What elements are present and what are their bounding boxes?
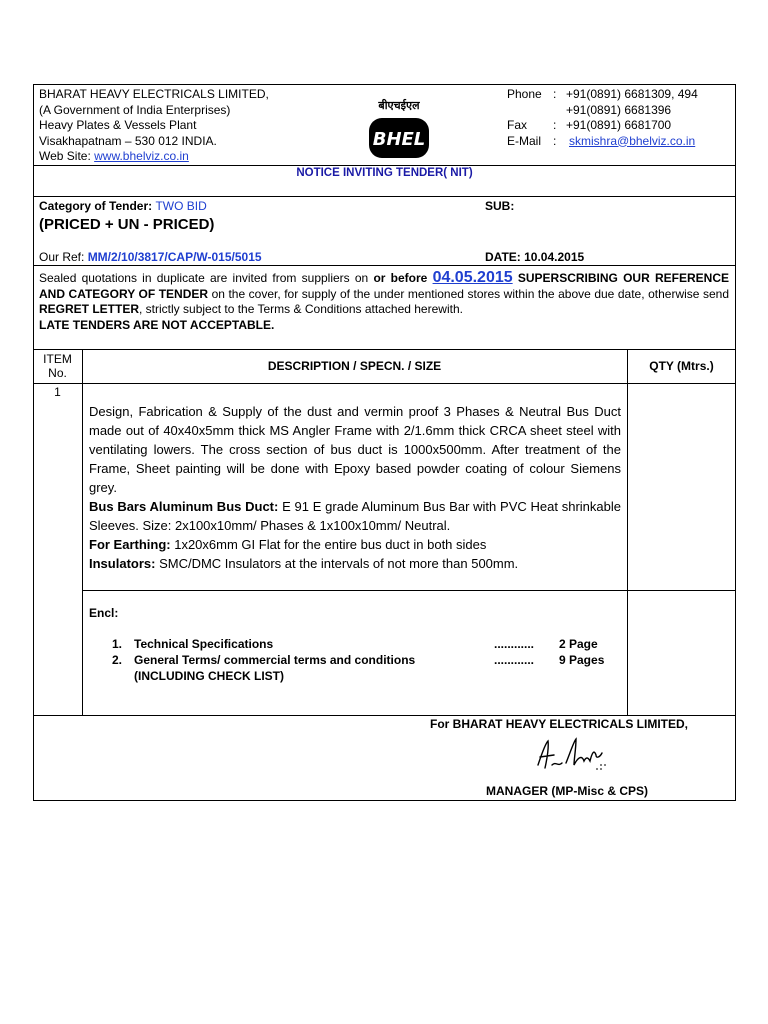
notice-paragraph bbox=[39, 270, 729, 333]
earthing-text: 1x20x6mm GI Flat for the entire bus duct in both sides bbox=[170, 537, 487, 552]
email-link[interactable]: skmishra@bhelviz.co.in bbox=[569, 133, 696, 148]
priced-label: (PRICED + UN - PRICED) bbox=[39, 216, 215, 233]
late-tenders: LATE TENDERS ARE NOT ACCEPTABLE. bbox=[39, 317, 275, 332]
category-value: TWO BID bbox=[155, 199, 207, 213]
divider bbox=[33, 715, 736, 716]
ref-value: MM/2/10/3817/CAP/W-015/5015 bbox=[87, 250, 262, 264]
notice-text: on the cover, for supply of the under mentioned stores within the above due date, otherwise send bbox=[208, 286, 729, 301]
superscribing: SUPERSCRIBING OUR bbox=[517, 271, 650, 285]
column-divider bbox=[627, 349, 628, 715]
encl-note: (INCLUDING CHECK LIST) bbox=[134, 669, 284, 683]
encl-dots: ............ bbox=[494, 653, 535, 667]
divider bbox=[33, 349, 736, 350]
col-item-header bbox=[33, 352, 82, 380]
website-link[interactable]: www.bhelviz.co.in bbox=[94, 149, 189, 163]
unit-name: Heavy Plates & Vessels Plant bbox=[39, 118, 197, 132]
col-desc-header: DESCRIPTION / SPECN. / SIZE bbox=[267, 359, 442, 373]
phone-1: +91(0891) 6681309, 494 bbox=[566, 87, 698, 101]
designation: MANAGER (MP-Misc & CPS) bbox=[486, 784, 649, 798]
our-ref bbox=[39, 249, 262, 265]
website bbox=[39, 149, 189, 165]
encl-text: Technical Specifications bbox=[134, 637, 274, 651]
col-qty-header: QTY (Mtrs.) bbox=[649, 359, 714, 373]
logo-text: BHEL bbox=[372, 129, 426, 150]
col-no: No. bbox=[48, 366, 67, 380]
address: Visakhapatnam – 530 012 INDIA. bbox=[39, 133, 217, 148]
colon: : bbox=[553, 118, 557, 132]
divider bbox=[82, 590, 736, 591]
company-name: BHARAT HEAVY ELECTRICALS LIMITED, bbox=[39, 87, 269, 101]
column-divider bbox=[82, 349, 83, 715]
govt-line: (A Government of India Enterprises) bbox=[39, 102, 231, 117]
busbar-label: Bus Bars Aluminum Bus Duct: bbox=[89, 499, 279, 514]
logo-hindi: बीएचईएल bbox=[378, 99, 420, 112]
website-label: Web Site: bbox=[39, 149, 95, 163]
due-date: 04.05.2015 bbox=[432, 269, 513, 286]
ref-category: REFERENCE AND CATEGORY OF TENDER bbox=[39, 271, 729, 301]
nit-title: NOTICE INVITING TENDER( NIT) bbox=[296, 167, 473, 179]
notice-text: Sealed quotations in duplicate are invited from suppliers on bbox=[39, 271, 374, 285]
insulators-label: Insulators: bbox=[89, 556, 156, 571]
insulators-spec bbox=[89, 554, 621, 573]
bhel-logo bbox=[360, 99, 438, 161]
email-label: E-Mail bbox=[507, 133, 542, 148]
divider bbox=[33, 383, 736, 384]
insulators-text: SMC/DMC Insulators at the intervals of not more than 500mm. bbox=[155, 556, 519, 571]
sub-label: SUB: bbox=[485, 199, 515, 213]
colon: : bbox=[553, 87, 557, 101]
encl-pages: 2 Page bbox=[559, 637, 598, 651]
encl-dots: ............ bbox=[494, 637, 535, 651]
category-label: Category of Tender: bbox=[39, 199, 156, 213]
encl-title: Encl: bbox=[89, 606, 119, 620]
encl-text: General Terms/ commercial terms and conditions bbox=[134, 653, 416, 667]
encl-num: 2. bbox=[112, 653, 123, 667]
tender-category bbox=[39, 198, 207, 214]
colon: : bbox=[553, 133, 557, 148]
for-company: For BHARAT HEAVY ELECTRICALS LIMITED, bbox=[430, 717, 688, 731]
phone-label: Phone bbox=[507, 87, 542, 101]
regret-letter: REGRET LETTER bbox=[39, 302, 140, 316]
divider bbox=[33, 265, 736, 266]
busbar-text: E 91 E grade Aluminum Bus Bar with PVC Heat shrinkable Sleeves. Size: 2x100x10mm/ Phases & 1x100x10mm/ Neutral. bbox=[89, 499, 621, 533]
earthing-label: For Earthing: bbox=[89, 537, 171, 552]
signature bbox=[530, 735, 620, 777]
fax-label: Fax bbox=[507, 118, 528, 132]
divider bbox=[33, 196, 736, 197]
encl-num: 1. bbox=[112, 637, 123, 651]
notice-text: , strictly subject to the Terms & Conditions attached herewith. bbox=[139, 302, 463, 316]
fax-number: +91(0891) 6681700 bbox=[566, 118, 672, 132]
earthing-spec bbox=[89, 535, 621, 554]
logo-icon bbox=[366, 115, 432, 161]
item-number: 1 bbox=[54, 385, 61, 399]
tender-date: DATE: 10.04.2015 bbox=[485, 250, 585, 264]
encl-pages: 9 Pages bbox=[559, 653, 605, 667]
description-main: Design, Fabrication & Supply of the dust and vermin proof 3 Phases & Neutral Bus Duct made out of 40x40x5mm thick MS Angler Frame with 2/1.6mm thick CRCA sheet steel with ventilating lowers. The cross section of bus duct is 1000x500mm. After treatment of the Frame, Sheet painting will be done with Epoxy based powder coating of colour Siemens grey. bbox=[89, 404, 621, 495]
or-before: or before bbox=[373, 271, 428, 285]
ref-label: Our Ref: bbox=[39, 250, 88, 264]
phone-2: +91(0891) 6681396 bbox=[566, 102, 672, 117]
item-description bbox=[89, 402, 621, 573]
col-item: ITEM bbox=[43, 352, 72, 366]
busbar-spec bbox=[89, 497, 621, 535]
